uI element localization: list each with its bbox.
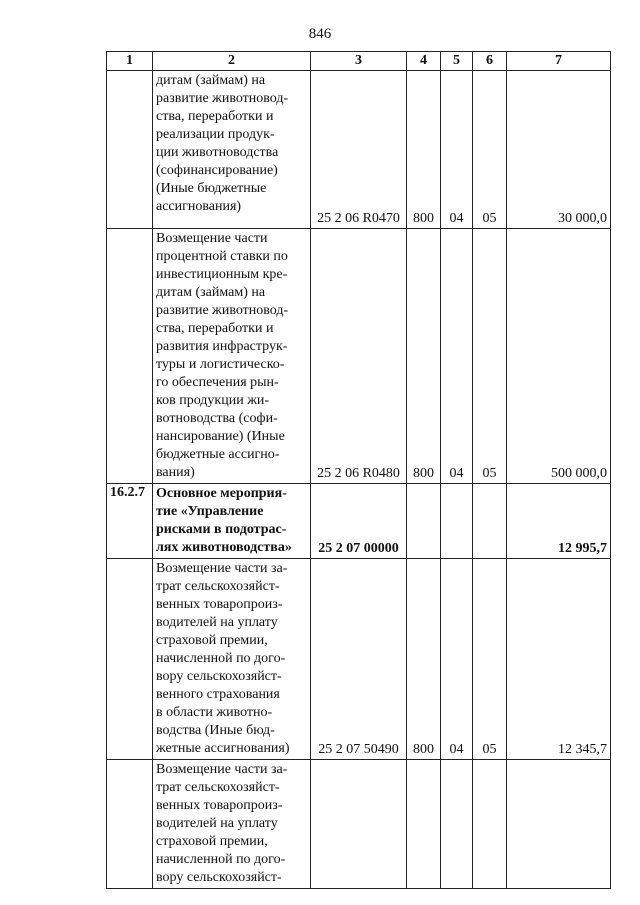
table-row — [107, 229, 611, 484]
col4-cell — [407, 760, 441, 889]
amount-cell: 500 000,0 — [507, 229, 611, 484]
header-cell: 7 — [507, 52, 611, 71]
budget-table — [106, 51, 611, 889]
row-number-cell — [107, 71, 153, 229]
col6-cell — [473, 484, 507, 559]
amount-cell — [507, 760, 611, 889]
code-cell: 25 2 07 00000 — [311, 484, 407, 559]
col6-cell — [473, 760, 507, 889]
description-cell: Возмещение части за- трат сельскохозяйст- венных товаропроиз- водителей на уплату страховой премии, начисленной по дого- вору сельскохозяйст- венного страхования в области животно- водства (Иные бюд- жетные ассигнования) — [153, 559, 311, 760]
table-row — [107, 760, 611, 889]
col5-cell — [441, 484, 473, 559]
description-cell: Возмещение части за- трат сельскохозяйст- венных товаропроиз- водителей на уплату страховой премии, начисленной по дого- вору сельскохозяйст- — [153, 760, 311, 889]
row-number-cell — [107, 760, 153, 889]
description-cell: Возмещение части процентной ставки по инвестиционным кре- дитам (займам) на развитие животновод- ства, переработки и развития инфраструк- туры и логистическо- го обеспечения рын- ков продукции жи- вотноводства (софи- нансирование) (Иные бюджетные ассигно- вания) — [153, 229, 311, 484]
header-cell: 2 — [153, 52, 311, 71]
col5-cell: 04 — [441, 229, 473, 484]
col6-cell: 05 — [473, 559, 507, 760]
col4-cell: 800 — [407, 559, 441, 760]
header-cell: 3 — [311, 52, 407, 71]
table-header-row — [107, 52, 611, 71]
header-cell: 6 — [473, 52, 507, 71]
col5-cell: 04 — [441, 71, 473, 229]
table-row — [107, 484, 611, 559]
description-cell: дитам (займам) на развитие животновод- ства, переработки и реализации продук- ции животноводства (софинансирование) (Иные бюджетные ассигнования) — [153, 71, 311, 229]
code-cell: 25 2 06 R0480 — [311, 229, 407, 484]
table-row — [107, 71, 611, 229]
row-number-cell: 16.2.7 — [107, 484, 153, 559]
header-cell: 5 — [441, 52, 473, 71]
col4-cell: 800 — [407, 229, 441, 484]
col6-cell: 05 — [473, 229, 507, 484]
code-cell: 25 2 06 R0470 — [311, 71, 407, 229]
amount-cell: 12 995,7 — [507, 484, 611, 559]
code-cell: 25 2 07 50490 — [311, 559, 407, 760]
row-number-cell — [107, 229, 153, 484]
page-number: 846 — [308, 26, 332, 42]
col5-cell — [441, 760, 473, 889]
col4-cell — [407, 484, 441, 559]
header-cell: 4 — [407, 52, 441, 71]
col4-cell: 800 — [407, 71, 441, 229]
amount-cell: 12 345,7 — [507, 559, 611, 760]
description-cell: Основное мероприя- тие «Управление рисками в подотрас- лях животноводства» — [153, 484, 311, 559]
row-number-cell — [107, 559, 153, 760]
amount-cell: 30 000,0 — [507, 71, 611, 229]
code-cell — [311, 760, 407, 889]
table-row — [107, 559, 611, 760]
col6-cell: 05 — [473, 71, 507, 229]
col5-cell: 04 — [441, 559, 473, 760]
header-cell: 1 — [107, 52, 153, 71]
